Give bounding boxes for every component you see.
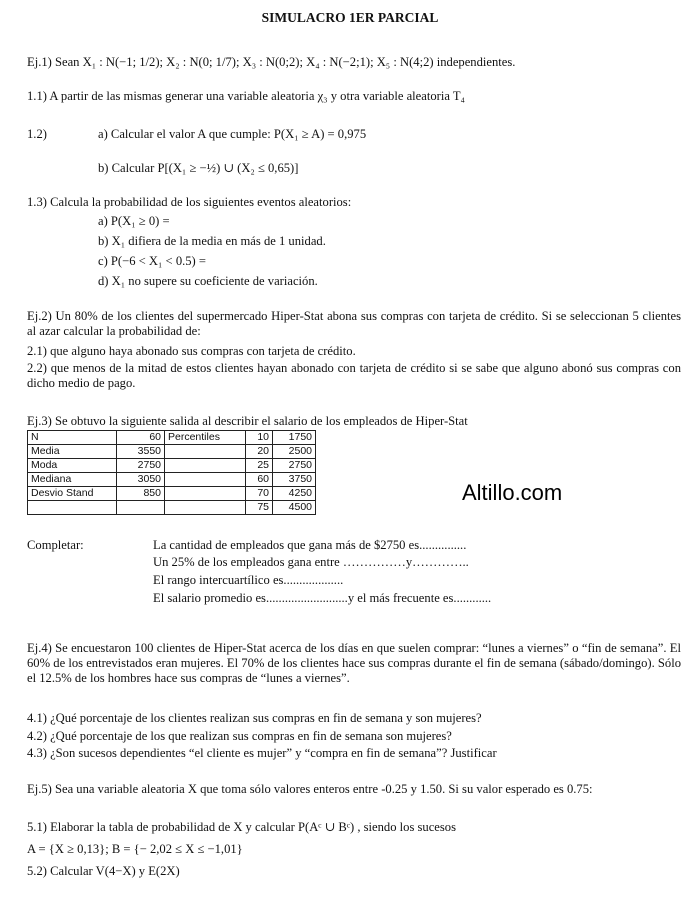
- table-cell: [165, 501, 246, 515]
- ej4-intro: Ej.4) Se encuestaron 100 clientes de Hiper-Stat acerca de los días en que suelen comprar: “lunes a viernes” o “fin de semana”. El 60% de los entrevistados eran mujeres. El 70% de los clientes hace sus compras durante el fin de semana (sábado/domingo). Sólo el 12.5% de los hombres hace sus compras de “lunes a viernes”.: [27, 641, 681, 685]
- ej4-item-4-1: 4.1) ¿Qué porcentaje de los clientes realizan sus compras en fin de semana y son mujeres?: [27, 711, 482, 725]
- table-cell: [165, 445, 246, 459]
- table-cell: 2750: [117, 459, 165, 473]
- table-row: [28, 445, 316, 459]
- table-row: [28, 473, 316, 487]
- ej1-item-1-3-c: c) P(−6 < X₁ < 0.5) =: [98, 254, 207, 268]
- table-row: [28, 431, 316, 445]
- table-cell: 10: [246, 431, 273, 445]
- table-cell: [165, 487, 246, 501]
- table-cell: 25: [246, 459, 273, 473]
- table-cell: Percentiles: [165, 431, 246, 445]
- ej4-item-4-3: 4.3) ¿Son sucesos dependientes “el cliente es mujer” y “compra en fin de semana”? Justificar: [27, 746, 497, 760]
- document-title: SIMULACRO 1ER PARCIAL: [261, 10, 439, 25]
- table-cell: 20: [246, 445, 273, 459]
- completar-item-1: La cantidad de empleados que gana más de $2750 es...............: [153, 538, 467, 552]
- table-cell: [117, 501, 165, 515]
- table-row: [28, 459, 316, 473]
- ej4-item-4-2: 4.2) ¿Qué porcentaje de los que realizan sus compras en fin de semana son mujeres?: [27, 729, 452, 743]
- ej5-intro: Ej.5) Sea una variable aleatoria X que toma sólo valores enteros entre -0.25 y 1.50. Si su valor esperado es 0.75:: [27, 782, 593, 796]
- ej5-sets: A = {X ≥ 0,13}; B = {− 2,02 ≤ X ≤ −1,01}: [27, 842, 243, 856]
- ej2-intro: Ej.2) Un 80% de los clientes del supermercado Hiper-Stat abona sus compras con tarjeta de crédito. Si se seleccionan 5 clientes al azar calcular la probabilidad de:: [27, 309, 681, 338]
- completar-item-2: Un 25% de los empleados gana entre ……………y…………..: [153, 555, 469, 569]
- table-cell: 3750: [273, 473, 316, 487]
- ej1-item-1-1: 1.1) A partir de las mismas generar una variable aleatoria χ₃ y otra variable aleatoria T₄: [27, 89, 465, 103]
- table-cell: 70: [246, 487, 273, 501]
- completar-label: Completar:: [27, 538, 84, 552]
- watermark: Altillo.com: [462, 480, 563, 505]
- salary-stats-table: [27, 430, 316, 515]
- table-cell: Media: [28, 445, 117, 459]
- ej5-item-5-1: 5.1) Elaborar la tabla de probabilidad de X y calcular P(Aᶜ ∪ Bᶜ) , siendo los sucesos: [27, 820, 456, 834]
- table-cell: Moda: [28, 459, 117, 473]
- completar-item-3: El rango intercuartílico es...................: [153, 573, 344, 587]
- table-cell: 60: [246, 473, 273, 487]
- table-cell: 3550: [117, 445, 165, 459]
- table-cell: 75: [246, 501, 273, 515]
- ej5-item-5-2: 5.2) Calcular V(4−X) y E(2X): [27, 864, 180, 878]
- ej2-item-2-1: 2.1) que alguno haya abonado sus compras con tarjeta de crédito.: [27, 344, 356, 358]
- table-cell: Desvio Stand: [28, 487, 117, 501]
- completar-item-4: El salario promedio es..........................y el más frecuente es............: [153, 591, 492, 605]
- ej1-item-1-2-b: b) Calcular P[(X₁ ≥ −½) ∪ (X₂ ≤ 0,65)]: [98, 161, 299, 175]
- ej1-item-1-2-a: a) Calcular el valor A que cumple: P(X₁ ≥ A) = 0,975: [98, 127, 367, 141]
- table-cell: 4250: [273, 487, 316, 501]
- table-cell: 60: [117, 431, 165, 445]
- table-cell: 1750: [273, 431, 316, 445]
- ej1-intro: Ej.1) Sean X₁ : N(−1; 1/2); X₂ : N(0; 1/7); X₃ : N(0;2); X₄ : N(−2;1); X₅ : N(4;2) independientes.: [27, 55, 516, 69]
- table-cell: 850: [117, 487, 165, 501]
- ej1-item-1-3-a: a) P(X₁ ≥ 0) =: [98, 214, 170, 228]
- table-cell: [165, 473, 246, 487]
- table-cell: 3050: [117, 473, 165, 487]
- ej3-intro: Ej.3) Se obtuvo la siguiente salida al describir el salario de los empleados de Hiper-Stat: [27, 414, 468, 428]
- table-cell: 4500: [273, 501, 316, 515]
- ej1-item-1-3: 1.3) Calcula la probabilidad de los siguientes eventos aleatorios:: [27, 195, 352, 209]
- table-row: [28, 501, 316, 515]
- table-cell: Mediana: [28, 473, 117, 487]
- ej1-item-1-3-b: b) X₁ difiera de la media en más de 1 unidad.: [98, 234, 326, 248]
- table-cell: [165, 459, 246, 473]
- ej1-item-1-2-label: 1.2): [27, 127, 47, 141]
- table-cell: 2500: [273, 445, 316, 459]
- table-row: [28, 487, 316, 501]
- table-cell: [28, 501, 117, 515]
- table-cell: N: [28, 431, 117, 445]
- table-cell: 2750: [273, 459, 316, 473]
- ej2-item-2-2: 2.2) que menos de la mitad de estos clientes hayan abonado con tarjeta de crédito si se sabe que alguno abonó sus compras con dicho medio de pago.: [27, 361, 681, 390]
- ej1-item-1-3-d: d) X₁ no supere su coeficiente de variación.: [98, 274, 318, 288]
